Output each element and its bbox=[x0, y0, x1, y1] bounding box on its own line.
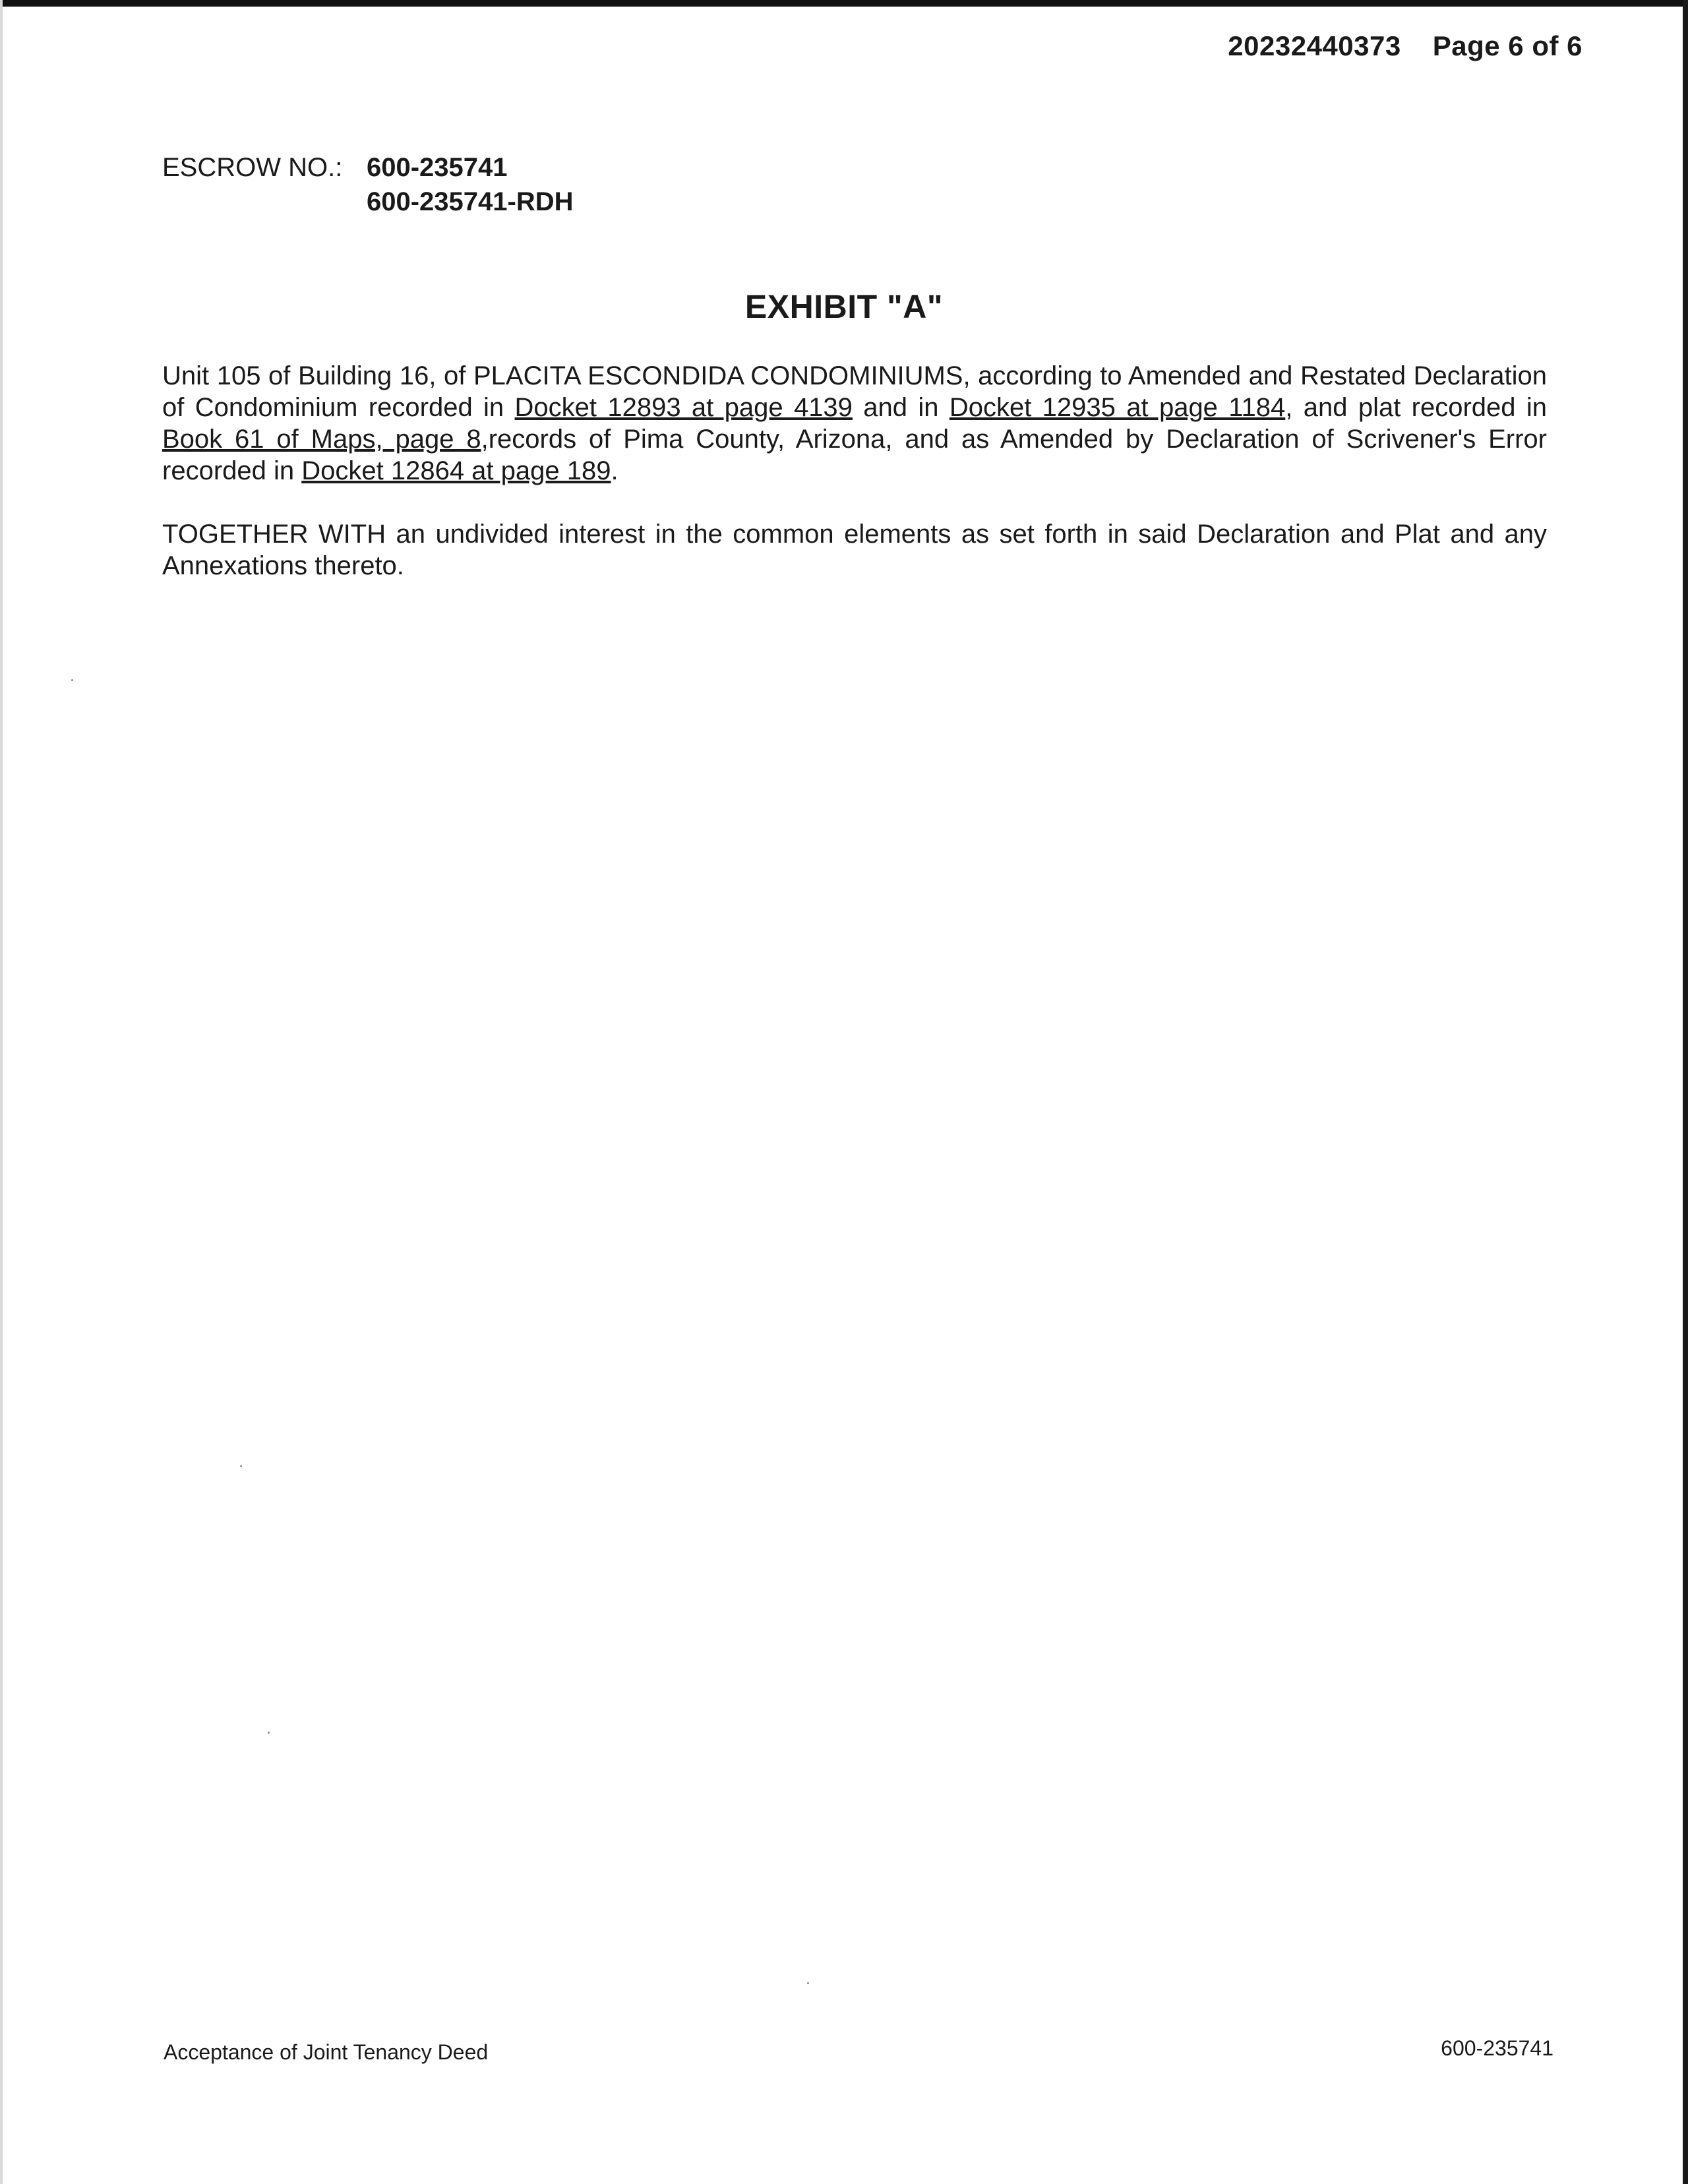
footer-document-type: Acceptance of Joint Tenancy Deed bbox=[164, 2040, 489, 2064]
recording-reference-3: Book 61 of Maps, page 8 bbox=[162, 425, 481, 454]
legal-text-4: ,records of Pima County, Arizona, and as Amended by Declaration of Scrivener's Error recorded in bbox=[162, 425, 1547, 485]
scan-border-right bbox=[1683, 0, 1688, 2184]
escrow-label: ESCROW NO.: bbox=[162, 153, 343, 182]
legal-text-2: and in bbox=[852, 393, 950, 422]
legal-text-1: Unit 105 of Building 16, of PLACITA ESCONDIDA CONDOMINIUMS, according to Amended and Restated Declaration of Condominium recorded in bbox=[162, 361, 1547, 422]
legal-text-3: , and plat recorded in bbox=[1285, 393, 1548, 422]
scan-border-top bbox=[0, 0, 1688, 7]
page-indicator: Page 6 of 6 bbox=[1432, 30, 1582, 61]
escrow-number-primary: 600-235741 bbox=[367, 153, 508, 182]
exhibit-title: EXHIBIT "A" bbox=[744, 288, 944, 325]
scan-speck bbox=[71, 679, 73, 681]
escrow-line-primary bbox=[162, 150, 574, 185]
escrow-number-secondary: 600-235741-RDH bbox=[367, 187, 574, 216]
legal-text-5: . bbox=[611, 456, 618, 485]
document-number: 20232440373 bbox=[1228, 30, 1401, 61]
legal-description-paragraph bbox=[162, 360, 1547, 487]
recording-reference-2: Docket 12935 at page 1184 bbox=[949, 393, 1286, 422]
scan-speck bbox=[807, 1982, 809, 1984]
escrow-block bbox=[162, 150, 574, 219]
escrow-line-secondary bbox=[162, 185, 574, 219]
page-header bbox=[1228, 30, 1582, 62]
scan-speck bbox=[268, 1732, 270, 1734]
footer-escrow-number: 600-235741 bbox=[1441, 2036, 1553, 2060]
scan-speck bbox=[240, 1465, 242, 1467]
scan-border-left bbox=[0, 0, 3, 2184]
common-elements-paragraph: TOGETHER WITH an undivided interest in the common elements as set forth in said Declaration and Plat and any Annexations thereto. bbox=[162, 520, 1547, 580]
recording-reference-4: Docket 12864 at page 189 bbox=[301, 456, 611, 485]
recording-reference-1: Docket 12893 at page 4139 bbox=[514, 393, 853, 422]
